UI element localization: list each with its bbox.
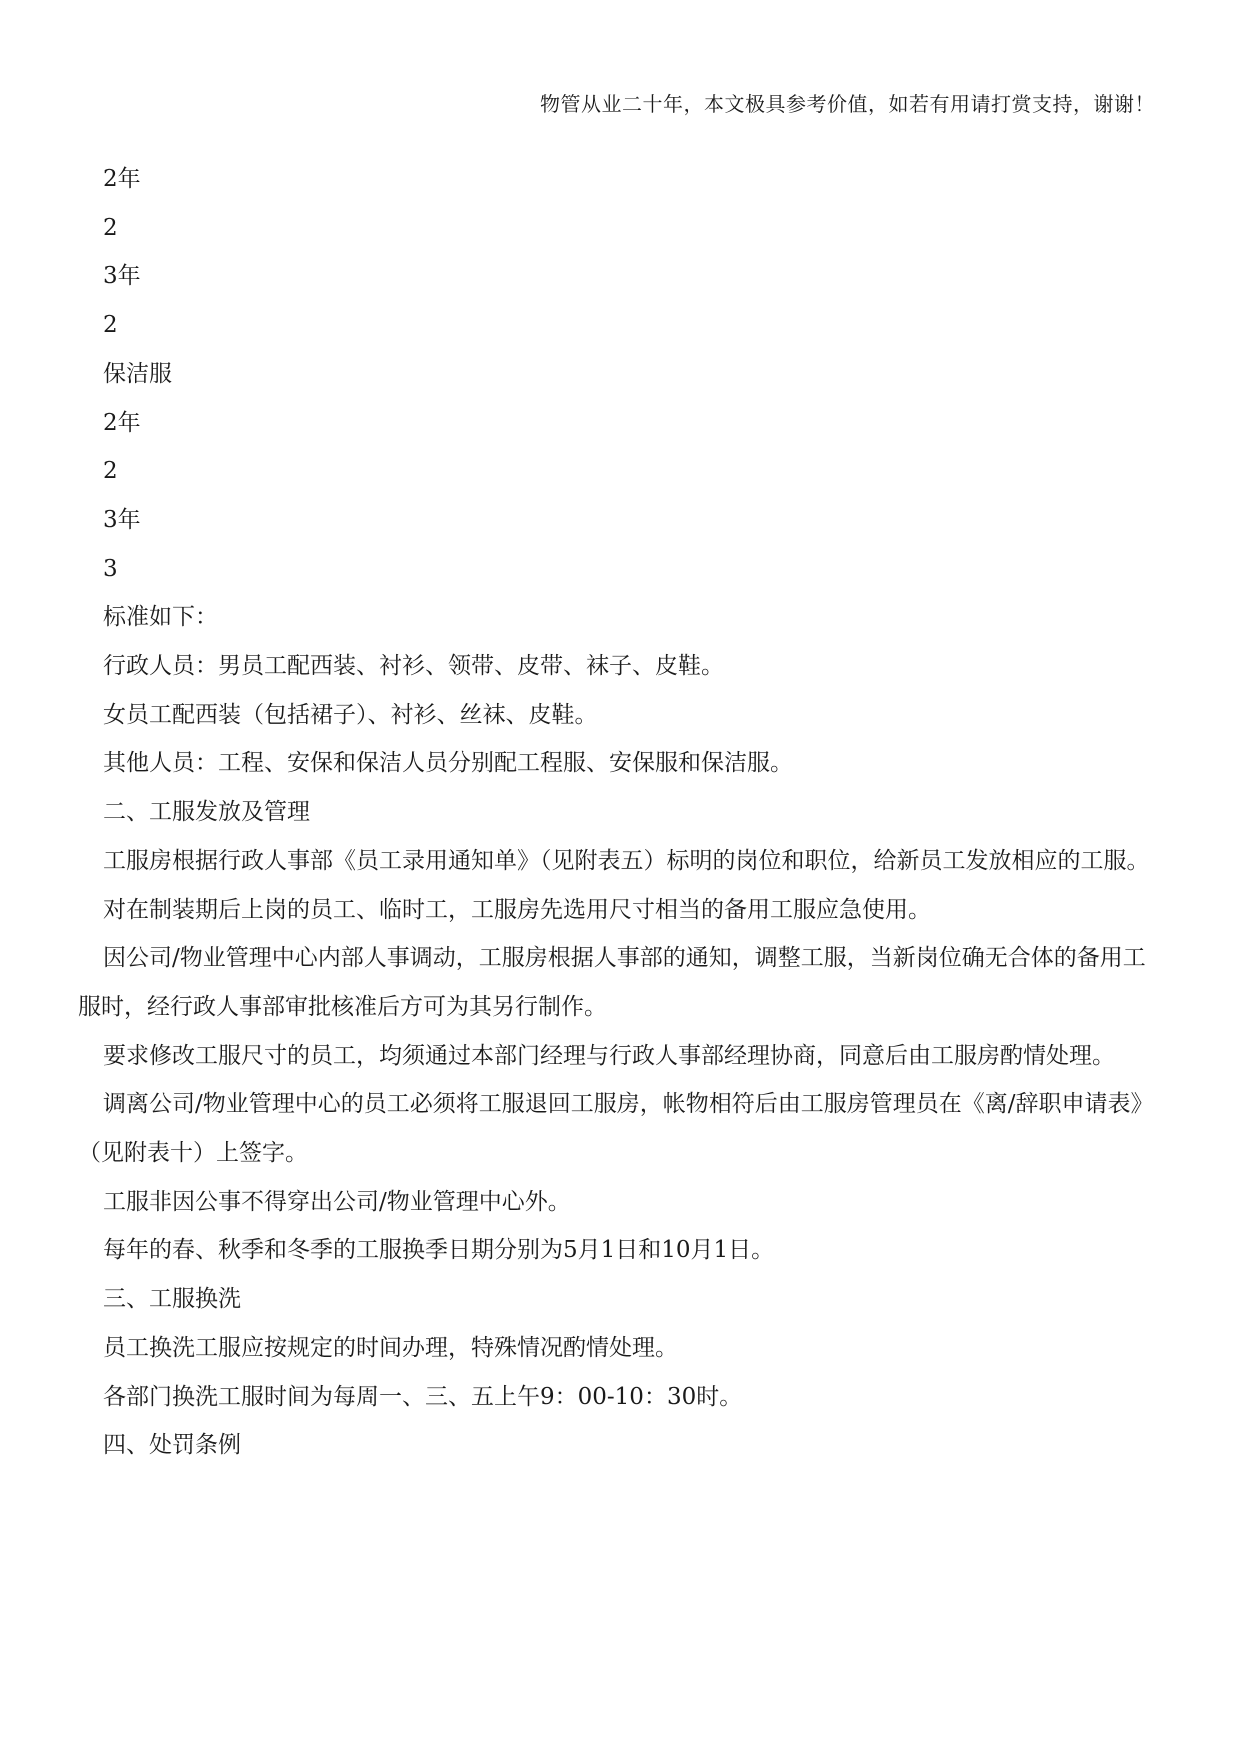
section-heading: 三、工服换洗: [103, 1286, 241, 1313]
paragraph: 工服房根据行政人事部《员工录用通知单》（见附表五）标明的岗位和职位，给新员工发放相应的工服。: [103, 847, 1150, 874]
paragraph: 要求修改工服尺寸的员工，均须通过本部门经理与行政人事部经理协商，同意后由工服房酌情处理。: [103, 1042, 1115, 1069]
paragraph: 各部门换洗工服时间为每周一、三、五上午9：00-10：30时。: [103, 1383, 743, 1410]
paragraph: 2: [103, 458, 118, 485]
paragraph: 2: [103, 214, 118, 241]
paragraph: 标准如下：: [103, 604, 218, 631]
paragraph: 3: [103, 555, 118, 582]
paragraph: 其他人员：工程、安保和保洁人员分别配工程服、安保服和保洁服。: [103, 750, 793, 777]
paragraph: 调离公司/物业管理中心的员工必须将工服退回工服房，帐物相符后由工服房管理员在《离/辞职申请表》（见附表十）上签字。: [78, 1091, 1154, 1167]
paragraph: 保洁服: [103, 360, 172, 387]
header-note: 物管从业二十年，本文极具参考价值，如若有用请打赏支持，谢谢！: [540, 92, 1155, 116]
paragraph: 因公司/物业管理中心内部人事调动，工服房根据人事部的通知，调整工服，当新岗位确无合体的备用工服时，经行政人事部审批核准后方可为其另行制作。: [78, 945, 1146, 1020]
document-body: [78, 155, 1168, 1470]
paragraph: 员工换洗工服应按规定的时间办理，特殊情况酌情处理。: [103, 1334, 678, 1361]
paragraph: 2年: [103, 166, 141, 192]
paragraph: 3年: [103, 263, 141, 290]
paragraph: 每年的春、秋季和冬季的工服换季日期分别为5月1日和10月1日。: [103, 1237, 775, 1264]
section-heading: 四、处罚条例: [103, 1432, 241, 1459]
paragraph: 工服非因公事不得穿出公司/物业管理中心外。: [103, 1188, 571, 1215]
paragraph: 对在制装期后上岗的员工、临时工，工服房先选用尺寸相当的备用工服应急使用。: [103, 896, 931, 923]
paragraph: 2年: [103, 409, 141, 436]
paragraph: 3年: [103, 506, 141, 533]
paragraph: 行政人员：男员工配西装、衬衫、领带、皮带、袜子、皮鞋。: [103, 653, 724, 680]
paragraph: 女员工配西装（包括裙子）、衬衫、丝袜、皮鞋。: [103, 701, 598, 728]
section-heading: 二、工服发放及管理: [103, 799, 310, 826]
paragraph: 2: [103, 312, 118, 339]
